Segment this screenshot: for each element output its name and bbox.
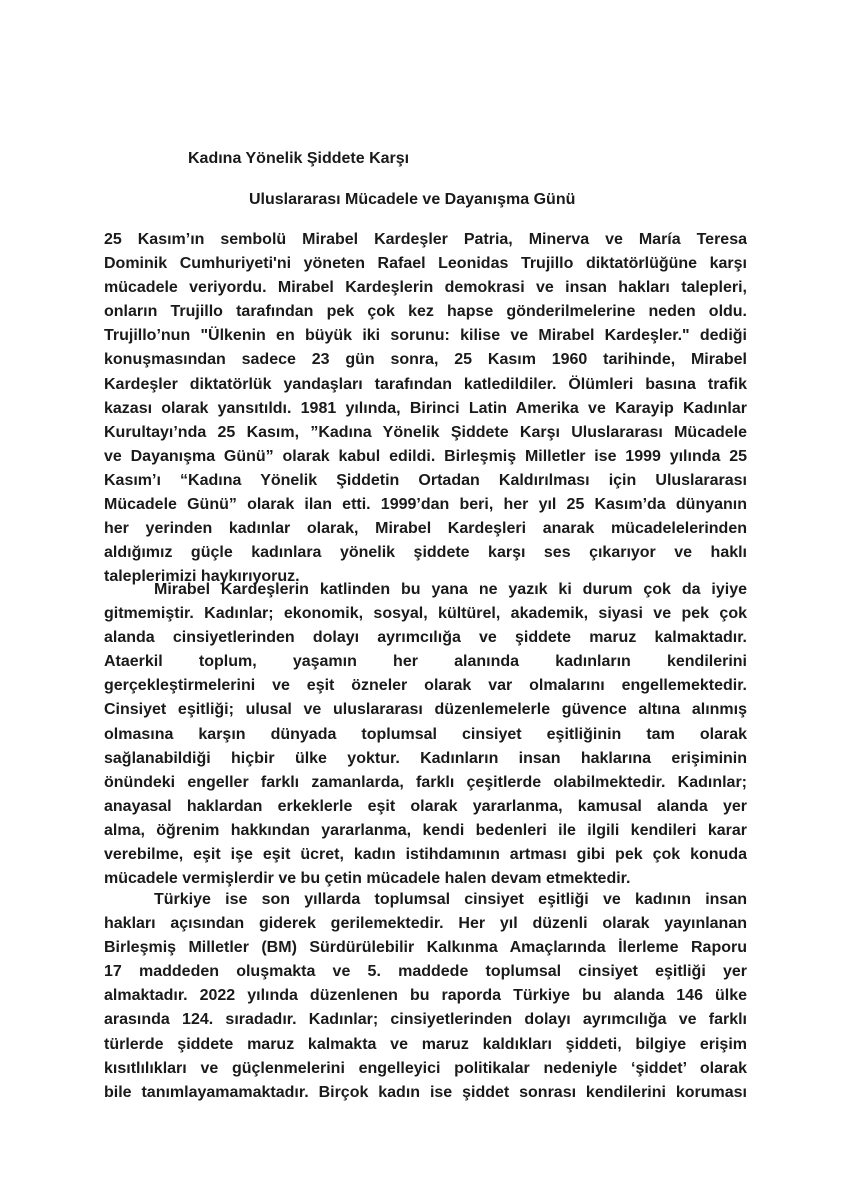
paragraph-line: arasında 124. sıradadır. Kadınlar; cinsiyetlerinden dolayı ayrımcılığa ve farklı — [104, 1011, 747, 1029]
paragraph-line: taleplerimizi haykırıyoruz. — [104, 568, 300, 586]
paragraph-line: gitmemiştir. Kadınlar; ekonomik, sosyal, kültürel, akademik, siyasi ve pek çok — [104, 605, 747, 623]
paragraph-line: Dominik Cumhuriyeti'ni yöneten Rafael Leonidas Trujillo diktatörlüğüne karşı — [104, 255, 747, 273]
paragraph-line: almaktadır. 2022 yılında düzenlenen bu raporda Türkiye bu alanda 146 ülke — [104, 987, 747, 1005]
paragraph-1 — [104, 228, 747, 589]
paragraph-line: Kurultayı’nda 25 Kasım, ”Kadına Yönelik Şiddete Karşı Uluslararası Mücadele — [104, 423, 747, 441]
paragraph-line: mücadele veriyordu. Mirabel Kardeşlerin demokrasi ve insan hakları talepleri, — [104, 279, 747, 297]
paragraph-line: olmasına karşın dünyada toplumsal cinsiyet eşitliğinin tam olarak — [104, 725, 747, 743]
paragraph-line: hakları açısından giderek gerilemektedir. Her yıl düzenli olarak yayınlanan — [104, 915, 747, 933]
paragraph-line: gerçekleştirmelerini ve eşit özneler olarak var olmalarını engellemektedir. — [104, 677, 747, 695]
paragraph-line: onların Trujillo tarafından pek çok kez hapse gönderilmelerine neden oldu. — [104, 303, 747, 321]
paragraph-line: Kardeşler diktatörlük yandaşları tarafından katledildiler. Ölümleri basına trafik — [104, 375, 747, 393]
paragraph-line: Kasım’ı “Kadına Yönelik Şiddetin Ortadan Kaldırılması için Uluslararası — [104, 471, 747, 489]
paragraph-line: aldığımız güçle kadınlara yönelik şiddete karşı ses çıkarıyor ve haklı — [104, 544, 747, 562]
paragraph-line: 25 Kasım’ın sembolü Mirabel Kardeşler Patria, Minerva ve María Teresa — [104, 231, 747, 248]
paragraph-line: verebilme, eşit işe eşit ücret, kadın istihdamının artması gibi pek çok konuda — [104, 846, 747, 864]
paragraph-line: türlerde şiddete maruz kalmakta ve maruz kaldıkları şiddeti, bilgiye erişim — [104, 1035, 747, 1053]
paragraph-line: Türkiye ise son yıllarda toplumsal cinsiyet eşitliği ve kadının insan — [154, 891, 747, 908]
paragraph-line: Birleşmiş Milletler (BM) Sürdürülebilir Kalkınma Amaçlarında İlerleme Raporu — [104, 939, 747, 957]
paragraph-line: kazası olarak yansıtıldı. 1981 yılında, Birinci Latin Amerika ve Karayip Kadınlar — [104, 399, 747, 417]
paragraph-line: Mücadele Günü” olarak ilan etti. 1999’dan beri, her yıl 25 Kasım’da dünyanın — [104, 496, 747, 514]
paragraph-3 — [104, 888, 747, 1105]
paragraph-line: mücadele vermişlerdir ve bu çetin mücadele halen devam etmektedir. — [104, 870, 631, 888]
document-title-line-2: Uluslararası Mücadele ve Dayanışma Günü — [249, 191, 576, 208]
paragraph-line: 17 maddeden oluşmakta ve 5. maddede toplumsal cinsiyet eşitliği yer — [104, 963, 747, 981]
paragraph-line: ve Dayanışma Günü” olarak kabul edildi. Birleşmiş Milletler ise 1999 yılında 25 — [104, 447, 747, 465]
paragraph-line: kısıtlılıkları ve güçlenmelerini engelleyici politikalar nedeniyle ‘şiddet’ olarak — [104, 1059, 747, 1077]
paragraph-line: alma, öğrenim hakkından yararlanma, kendi bedenleri ile ilgili kendileri karar — [104, 821, 747, 839]
paragraph-2 — [104, 578, 747, 891]
paragraph-line: anayasal haklardan erkeklerle eşit olarak yararlanma, kamusal alanda yer — [104, 797, 747, 815]
paragraph-line: sağlanabildiği hiçbir ülke yoktur. Kadınların insan haklarına erişiminin — [104, 749, 747, 767]
paragraph-line: önündeki engeller farklı zamanlarda, farklı çeşitlerde olabilmektedir. Kadınlar; — [104, 773, 747, 791]
paragraph-line: bile tanımlayamamaktadır. Birçok kadın ise şiddet sonrası kendilerini koruması — [104, 1083, 747, 1101]
paragraph-line: alanda cinsiyetlerinden dolayı ayrımcılığa ve şiddete maruz kalmaktadır. — [104, 629, 747, 647]
paragraph-line: her yerinden kadınlar olarak, Mirabel Kardeşleri anarak mücadelelerinden — [104, 520, 747, 538]
paragraph-line: Mirabel Kardeşlerin katlinden bu yana ne yazık ki durum çok da iyiye — [154, 581, 747, 598]
paragraph-line: Cinsiyet eşitliği; ulusal ve uluslararası düzenlemelerle güvence altına alınmış — [104, 701, 747, 719]
paragraph-line: Trujillo’nun "Ülkenin en büyük iki sorunu: kilise ve Mirabel Kardeşler." dediği — [104, 327, 747, 345]
paragraph-line: Ataerkil toplum, yaşamın her alanında kadınların kendilerini — [104, 653, 747, 671]
document-title-line-1: Kadına Yönelik Şiddete Karşı — [188, 150, 410, 167]
paragraph-line: konuşmasından sadece 23 gün sonra, 25 Kasım 1960 tarihinde, Mirabel — [104, 351, 747, 369]
